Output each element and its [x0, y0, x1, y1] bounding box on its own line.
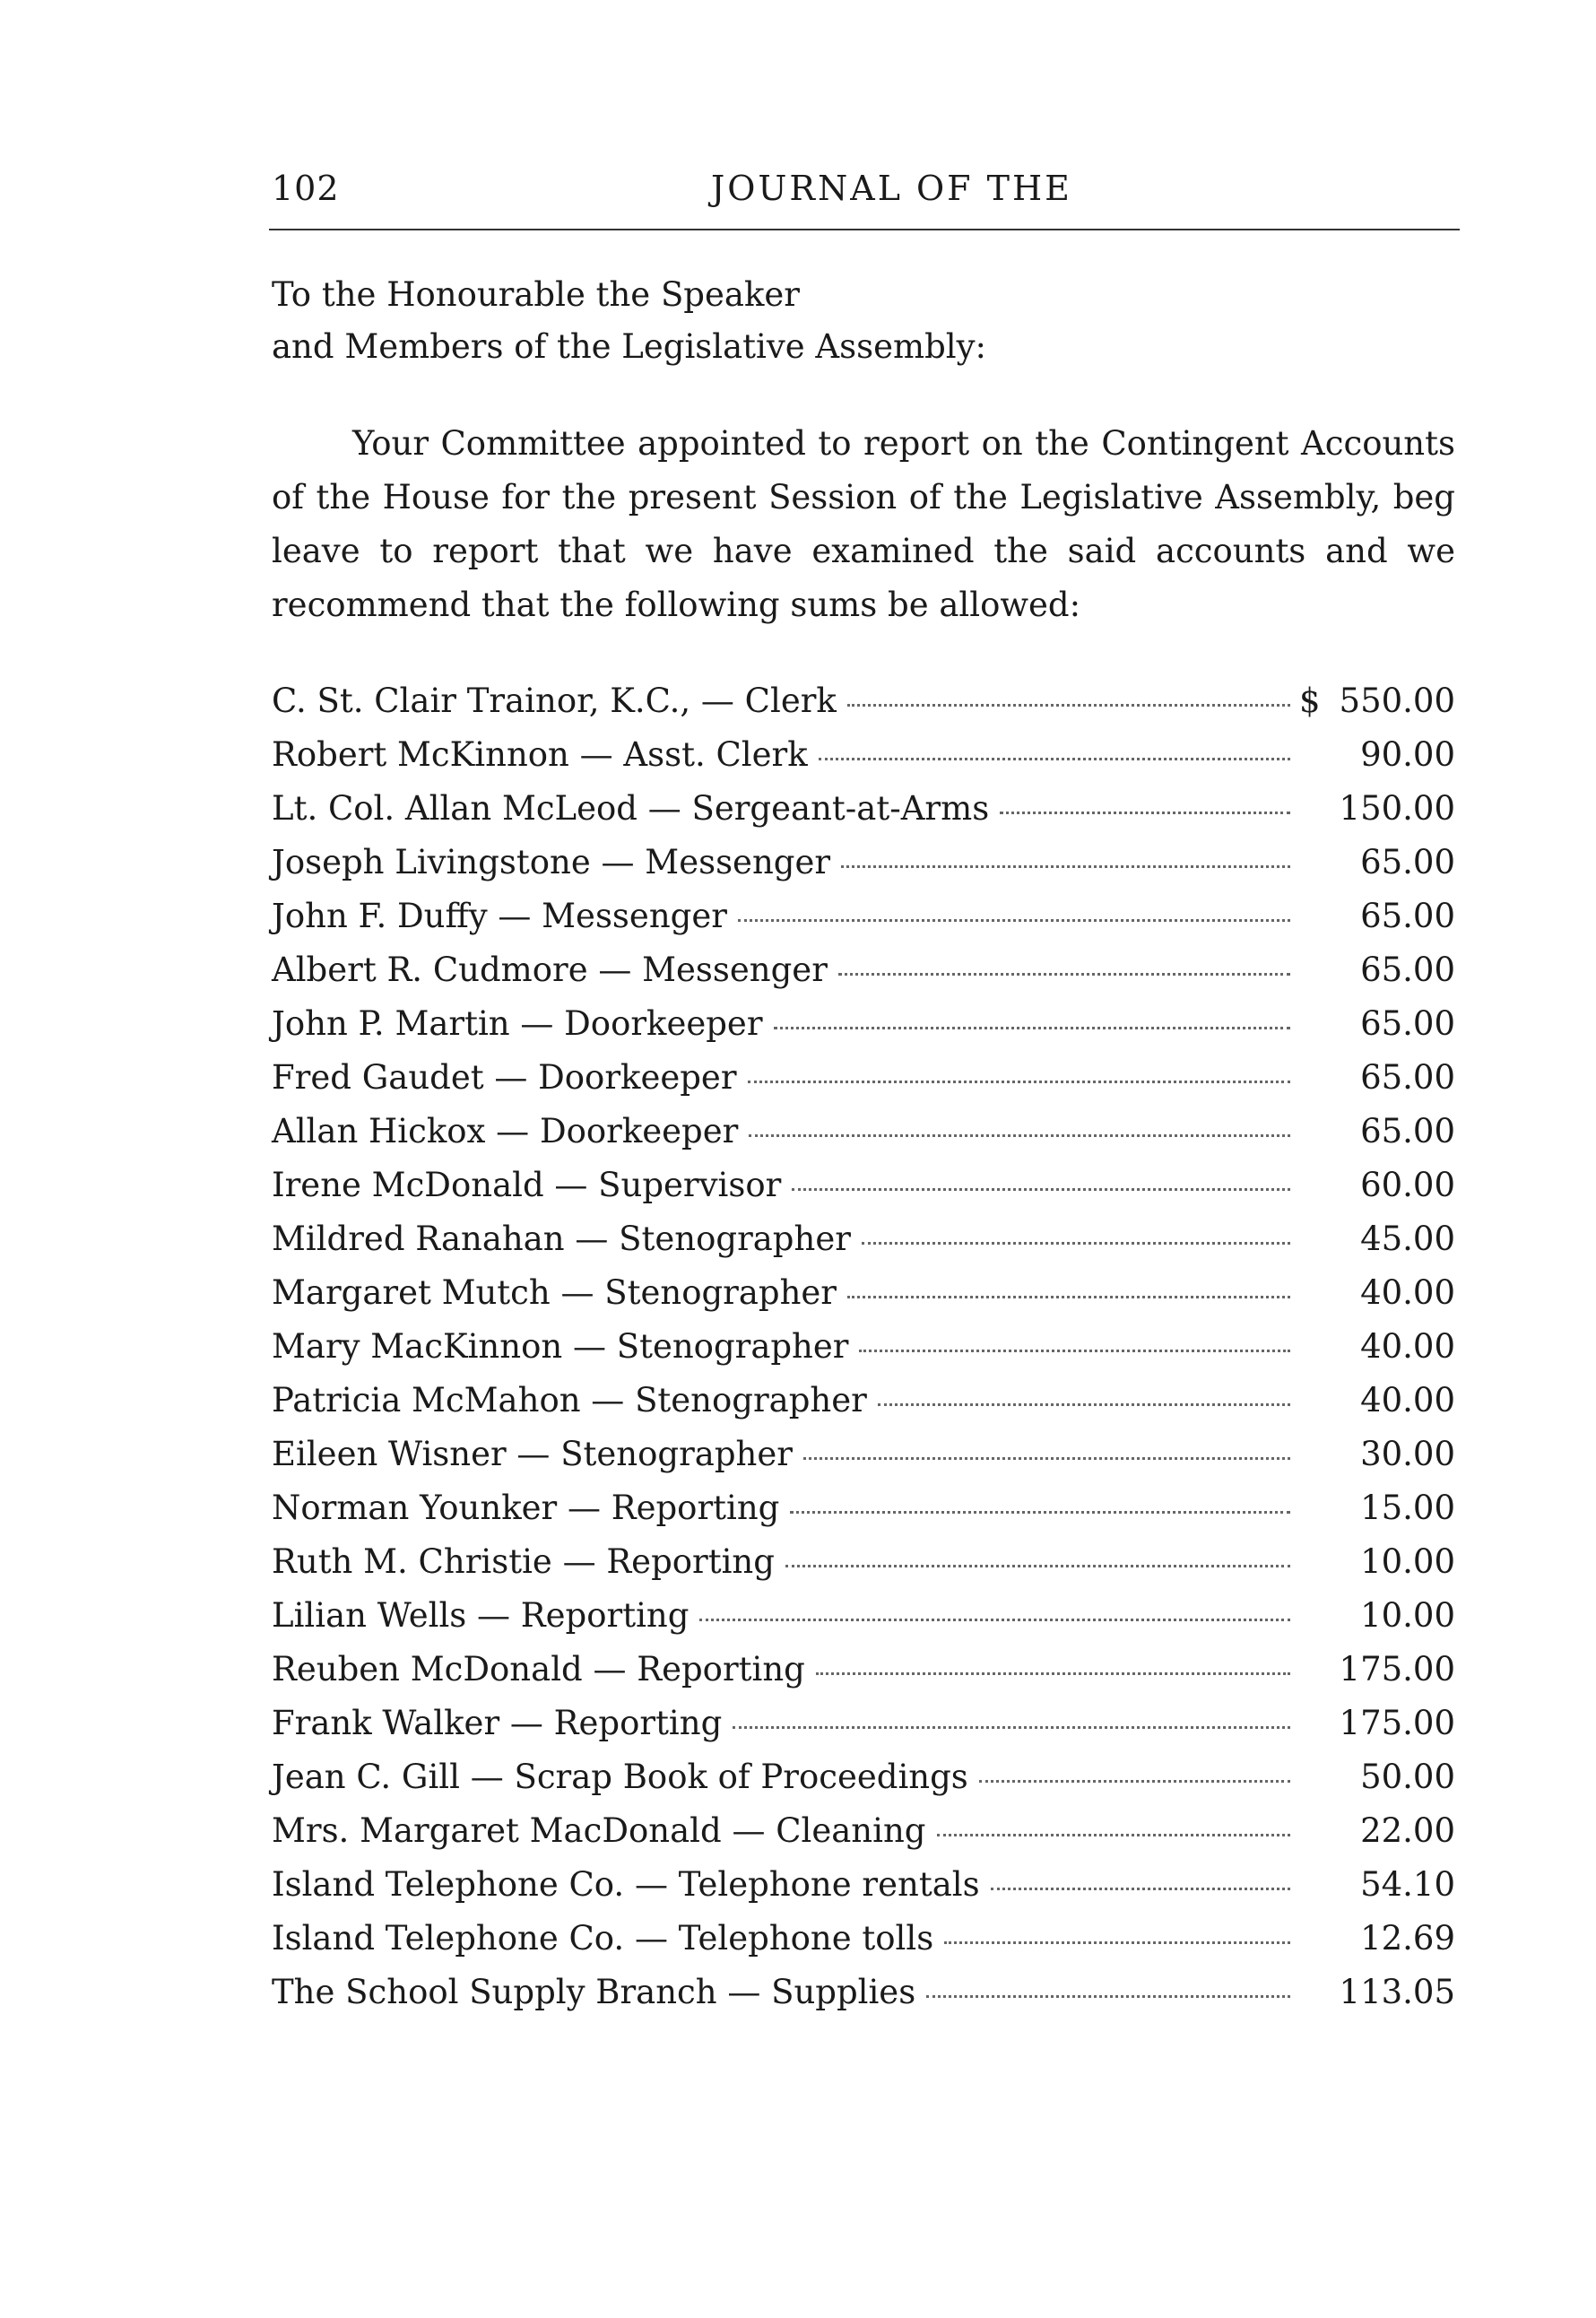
dot-leader	[774, 1027, 1290, 1029]
amount: 175.00	[1339, 1704, 1455, 1742]
amount: 10.00	[1360, 1596, 1455, 1635]
payee-name: Robert McKinnon — Asst. Clerk	[272, 735, 808, 774]
payee-name: C. St. Clair Trainor, K.C., — Clerk	[272, 682, 837, 720]
dot-leader	[841, 865, 1290, 868]
dot-leader	[838, 973, 1290, 976]
dot-leader	[859, 1350, 1290, 1352]
amount: 40.00	[1360, 1327, 1455, 1366]
account-entry	[272, 1811, 1455, 1865]
payee-name: Norman Younker — Reporting	[272, 1489, 780, 1527]
dot-leader	[792, 1188, 1290, 1191]
payee-name: Frank Walker — Reporting	[272, 1704, 723, 1742]
payee-name: Island Telephone Co. — Telephone tolls	[272, 1919, 934, 1958]
account-entry	[272, 1112, 1455, 1166]
dot-leader	[819, 758, 1290, 760]
dot-leader	[937, 1834, 1291, 1836]
dot-leader	[748, 1081, 1290, 1083]
payee-name: Mrs. Margaret MacDonald — Cleaning	[272, 1811, 926, 1850]
account-entry	[272, 1489, 1455, 1542]
account-entry	[272, 1758, 1455, 1811]
page-header	[272, 161, 1455, 215]
payee-name: Joseph Livingstone — Messenger	[272, 843, 831, 881]
amount: 12.69	[1360, 1919, 1455, 1958]
payee-name: Ruth M. Christie — Reporting	[272, 1542, 775, 1581]
account-entry	[272, 1865, 1455, 1919]
account-entry	[272, 1650, 1455, 1704]
payee-name: Reuben McDonald — Reporting	[272, 1650, 805, 1689]
amount: 113.05	[1339, 1973, 1455, 2011]
amount: 54.10	[1360, 1865, 1455, 1904]
salutation-line-1: To the Honourable the Speaker	[272, 275, 800, 314]
account-entry	[272, 1220, 1455, 1273]
dot-leader	[979, 1780, 1290, 1783]
dot-leader	[749, 1134, 1290, 1137]
salutation	[272, 269, 1455, 373]
dot-leader	[733, 1726, 1290, 1729]
dot-leader	[790, 1511, 1290, 1514]
account-entry	[272, 1166, 1455, 1220]
payee-name: Lilian Wells — Reporting	[272, 1596, 690, 1635]
account-entry	[272, 843, 1455, 897]
dot-leader	[816, 1672, 1290, 1675]
amount: 65.00	[1360, 897, 1455, 935]
payee-name: Margaret Mutch — Stenographer	[272, 1273, 837, 1312]
amount: 65.00	[1360, 843, 1455, 881]
amount: 50.00	[1360, 1758, 1455, 1796]
account-entry	[272, 1004, 1455, 1058]
payee-name: Eileen Wisner — Stenographer	[272, 1435, 793, 1473]
dot-leader	[926, 1995, 1290, 1998]
dot-leader	[699, 1619, 1290, 1621]
account-entry	[272, 789, 1455, 843]
dot-leader	[862, 1242, 1290, 1245]
amount: 175.00	[1339, 1650, 1455, 1689]
dot-leader	[803, 1457, 1290, 1460]
amount: 30.00	[1360, 1435, 1455, 1473]
payee-name: Albert R. Cudmore — Messenger	[272, 951, 828, 989]
amount: 40.00	[1360, 1273, 1455, 1312]
payee-name: Allan Hickox — Doorkeeper	[272, 1112, 739, 1150]
salutation-line-2: and Members of the Legislative Assembly:	[272, 327, 986, 366]
amount: 65.00	[1360, 1058, 1455, 1097]
amount: 65.00	[1360, 1112, 1455, 1150]
payee-name: Fred Gaudet — Doorkeeper	[272, 1058, 737, 1097]
payee-name: Jean C. Gill — Scrap Book of Proceedings	[272, 1758, 968, 1796]
payee-name: John P. Martin — Doorkeeper	[272, 1004, 763, 1043]
account-entry	[272, 1919, 1455, 1973]
dot-leader	[878, 1403, 1290, 1406]
payee-name: Mary MacKinnon — Stenographer	[272, 1327, 849, 1366]
dot-leader	[785, 1565, 1290, 1567]
running-title: JOURNAL OF THE	[711, 169, 1072, 208]
dot-leader	[847, 1296, 1290, 1298]
payee-name: Irene McDonald — Supervisor	[272, 1166, 782, 1204]
account-entry	[272, 682, 1455, 735]
payee-name: The School Supply Branch — Supplies	[272, 1973, 916, 2011]
amount: 65.00	[1360, 951, 1455, 989]
amount: 65.00	[1360, 1004, 1455, 1043]
amount: 60.00	[1360, 1166, 1455, 1204]
dot-leader	[847, 704, 1290, 707]
report-paragraph-text: Your Committee appointed to report on the Contingent Accounts of the House for the present Session of the Legislative Assembly, beg leave to report that we have examined the said accounts and we recommend that the following sums be allowed:	[272, 424, 1455, 624]
amount: 550.00	[1339, 682, 1455, 720]
dot-leader	[1000, 812, 1290, 814]
amount: 22.00	[1360, 1811, 1455, 1850]
amount: 45.00	[1360, 1220, 1455, 1258]
amount: 150.00	[1339, 789, 1455, 828]
amount: 10.00	[1360, 1542, 1455, 1581]
dot-leader	[944, 1941, 1290, 1944]
header-rule	[269, 229, 1460, 230]
account-entry	[272, 735, 1455, 789]
account-entry	[272, 951, 1455, 1004]
amount: 90.00	[1360, 735, 1455, 774]
account-entry	[272, 1327, 1455, 1381]
payee-name: Lt. Col. Allan McLeod — Sergeant-at-Arms	[272, 789, 990, 828]
accounts-list	[272, 682, 1455, 2027]
dot-leader	[738, 919, 1290, 922]
dot-leader	[991, 1888, 1290, 1890]
payee-name: Mildred Ranahan — Stenographer	[272, 1220, 851, 1258]
account-entry	[272, 897, 1455, 951]
payee-name: Patricia McMahon — Stenographer	[272, 1381, 867, 1419]
account-entry	[272, 1058, 1455, 1112]
account-entry	[272, 1273, 1455, 1327]
amount: 15.00	[1360, 1489, 1455, 1527]
payee-name: Island Telephone Co. — Telephone rentals	[272, 1865, 980, 1904]
account-entry	[272, 1596, 1455, 1650]
payee-name: John F. Duffy — Messenger	[272, 897, 727, 935]
report-paragraph	[272, 417, 1455, 632]
page-number: 102	[272, 169, 340, 208]
amount: 40.00	[1360, 1381, 1455, 1419]
account-entry	[272, 1973, 1455, 2027]
account-entry	[272, 1381, 1455, 1435]
account-entry	[272, 1435, 1455, 1489]
account-entry	[272, 1704, 1455, 1758]
account-entry	[272, 1542, 1455, 1596]
currency-symbol: $	[1299, 682, 1321, 720]
